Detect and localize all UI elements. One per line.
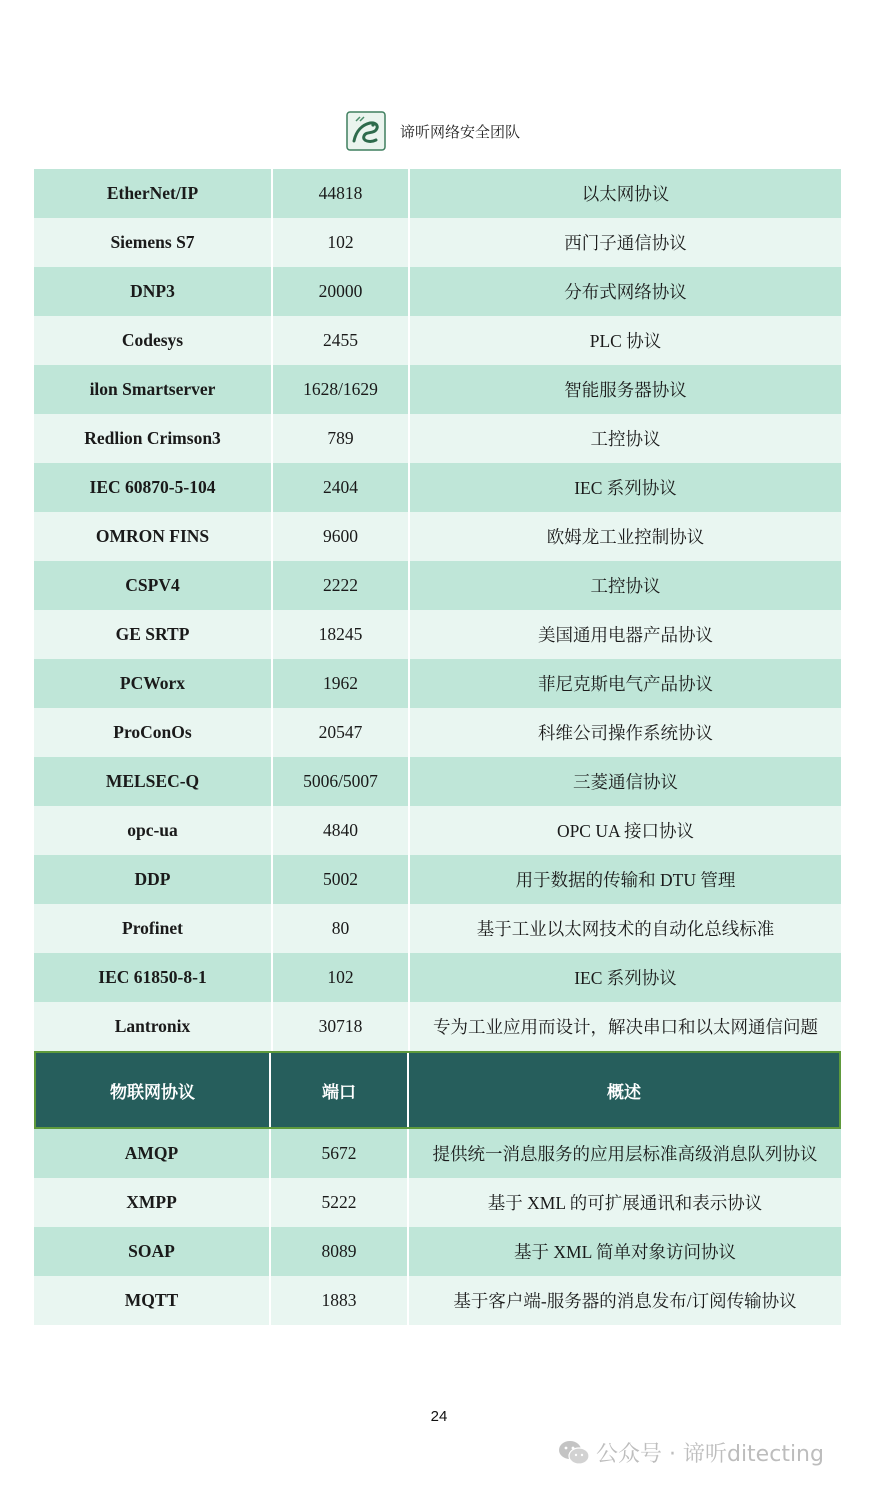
description-cell: 欧姆龙工业控制协议: [408, 512, 841, 561]
protocol-name-cell: ilon Smartserver: [89, 379, 216, 399]
protocol-port-table: [34, 169, 841, 1325]
protocol-name-cell: CSPV4: [125, 575, 180, 595]
description-cell: OPC UA 接口协议: [408, 806, 841, 855]
protocol-name-cell: MQTT: [124, 1290, 179, 1310]
table-row: [34, 904, 841, 953]
port-cell: 2222: [271, 561, 408, 610]
description-cell: 基于工业以太网技术的自动化总线标准: [408, 904, 841, 953]
port-cell: 8089: [269, 1227, 407, 1276]
table-row: [34, 1178, 841, 1227]
table-row: [34, 218, 841, 267]
iot-section-header: [34, 1051, 841, 1129]
port-cell: 789: [271, 414, 408, 463]
protocol-name-cell: SOAP: [128, 1241, 175, 1261]
table-row: [34, 855, 841, 904]
table-row: [34, 463, 841, 512]
protocol-name-cell: Profinet: [122, 918, 183, 938]
protocol-name-cell: Lantronix: [114, 1016, 191, 1036]
description-cell: PLC 协议: [408, 316, 841, 365]
table-row: [34, 757, 841, 806]
description-cell: 工控协议: [408, 561, 841, 610]
description-cell: 三菱通信协议: [408, 757, 841, 806]
table-row: [34, 365, 841, 414]
description-cell: 基于 XML 的可扩展通讯和表示协议: [407, 1178, 841, 1227]
table-row: [34, 561, 841, 610]
table-row: [34, 414, 841, 463]
protocol-name-cell: EtherNet/IP: [106, 183, 199, 203]
description-cell: 分布式网络协议: [408, 267, 841, 316]
protocol-name-cell: Codesys: [121, 330, 184, 350]
description-cell: 菲尼克斯电气产品协议: [408, 659, 841, 708]
table-row: [34, 659, 841, 708]
table-row: [34, 610, 841, 659]
table-row: [34, 708, 841, 757]
port-cell: 102: [271, 218, 408, 267]
description-cell: 基于客户端-服务器的消息发布/订阅传输协议: [407, 1276, 841, 1325]
description-cell: 基于 XML 简单对象访问协议: [407, 1227, 841, 1276]
table-row: [34, 1227, 841, 1276]
port-cell: 80: [271, 904, 408, 953]
description-cell: 专为工业应用而设计，解决串口和以太网通信问题: [408, 1002, 841, 1051]
table-row: [34, 169, 841, 218]
description-cell: IEC 系列协议: [408, 463, 841, 512]
wechat-watermark: [558, 1437, 824, 1468]
port-cell: 5222: [269, 1178, 407, 1227]
port-cell: 1628/1629: [271, 365, 408, 414]
page-header: [346, 110, 520, 152]
description-cell: 提供统一消息服务的应用层标准高级消息队列协议: [407, 1129, 841, 1178]
port-cell: 4840: [271, 806, 408, 855]
description-cell: 美国通用电器产品协议: [408, 610, 841, 659]
protocol-name-cell: PCWorx: [119, 673, 186, 693]
protocol-name-cell: AMQP: [124, 1143, 179, 1163]
port-cell: 1883: [269, 1276, 407, 1325]
protocol-name-cell: DNP3: [130, 281, 175, 301]
port-cell: 1962: [271, 659, 408, 708]
industrial-protocol-rows: [34, 169, 841, 1051]
port-header: 端口: [269, 1053, 407, 1127]
description-cell: 智能服务器协议: [408, 365, 841, 414]
port-cell: 20547: [271, 708, 408, 757]
port-cell: 9600: [271, 512, 408, 561]
table-row: [34, 1002, 841, 1051]
port-cell: 2404: [271, 463, 408, 512]
description-cell: IEC 系列协议: [408, 953, 841, 1002]
table-row: [34, 953, 841, 1002]
description-cell: 西门子通信协议: [408, 218, 841, 267]
wechat-icon: [558, 1439, 590, 1467]
protocol-name-cell: DDP: [134, 869, 171, 889]
iot-protocol-rows: [34, 1129, 841, 1325]
table-row: [34, 806, 841, 855]
protocol-name-cell: IEC 60870-5-104: [89, 477, 216, 497]
page-number: 24: [430, 1408, 448, 1425]
port-cell: 18245: [271, 610, 408, 659]
port-cell: 44818: [271, 169, 408, 218]
protocol-name-cell: opc-ua: [127, 820, 178, 840]
description-cell: 工控协议: [408, 414, 841, 463]
description-cell: 用于数据的传输和 DTU 管理: [408, 855, 841, 904]
port-cell: 30718: [271, 1002, 408, 1051]
dragon-logo-icon: [346, 111, 386, 151]
table-row: [34, 1276, 841, 1325]
table-row: [34, 1129, 841, 1178]
port-cell: 20000: [271, 267, 408, 316]
port-cell: 5672: [269, 1129, 407, 1178]
protocol-name-cell: MELSEC-Q: [105, 771, 200, 791]
protocol-name-cell: XMPP: [126, 1192, 177, 1212]
table-row: [34, 316, 841, 365]
description-cell: 科维公司操作系统协议: [408, 708, 841, 757]
protocol-name-cell: Siemens S7: [110, 232, 195, 252]
port-cell: 5006/5007: [271, 757, 408, 806]
port-cell: 102: [271, 953, 408, 1002]
port-cell: 2455: [271, 316, 408, 365]
protocol-name-cell: GE SRTP: [115, 624, 190, 644]
port-cell: 5002: [271, 855, 408, 904]
description-cell: 以太网协议: [408, 169, 841, 218]
protocol-name-cell: OMRON FINS: [95, 526, 210, 546]
protocol-name-cell: ProConOs: [113, 722, 192, 742]
overview-header: 概述: [407, 1053, 839, 1127]
table-row: [34, 512, 841, 561]
protocol-name-cell: IEC 61850-8-1: [98, 967, 207, 987]
table-row: [34, 267, 841, 316]
protocol-name-cell: Redlion Crimson3: [84, 428, 221, 448]
iot-protocol-header: 物联网协议: [110, 1082, 195, 1103]
org-name: 谛听网络安全团队: [400, 122, 521, 141]
watermark-text: 公众号 · 谛听ditecting: [596, 1442, 824, 1467]
